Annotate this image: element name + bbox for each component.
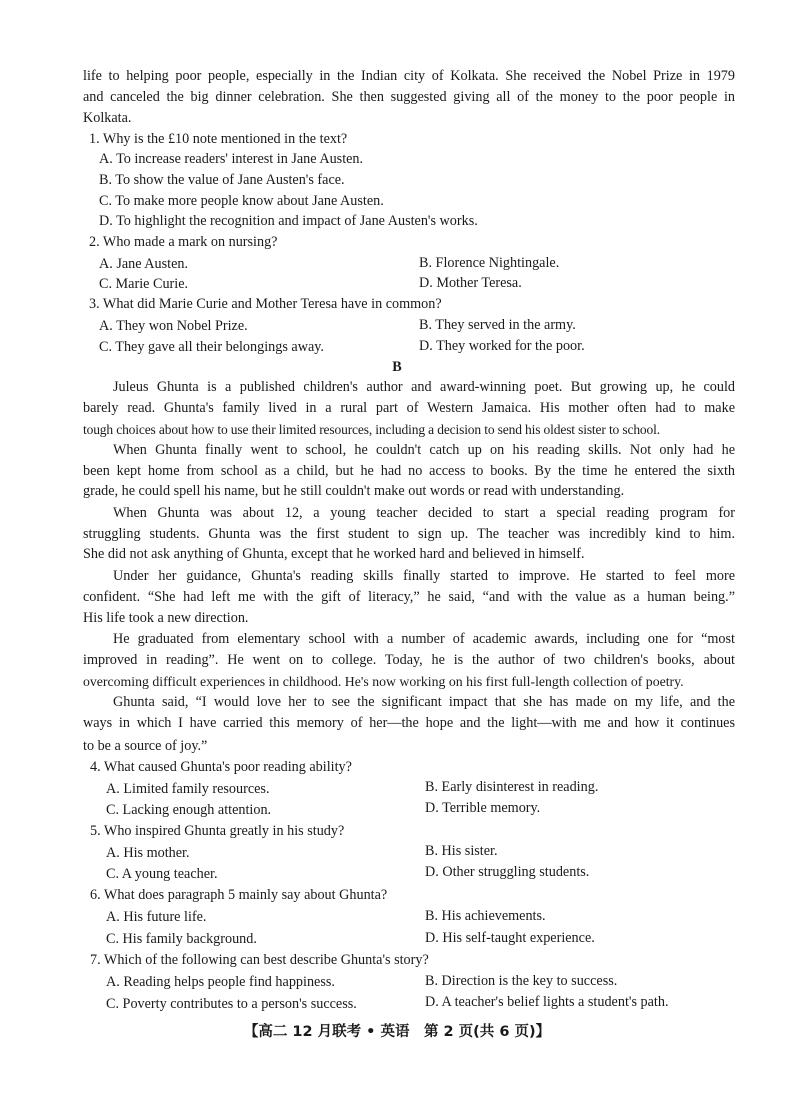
passage-b-line: When Ghunta was about 12, a young teacher decided to start a special reading program for <box>113 505 735 521</box>
question-3-stem: 3. What did Marie Curie and Mother Teresa have in common? <box>89 296 442 312</box>
question-1-stem: 1. Why is the £10 note mentioned in the text? <box>89 131 348 147</box>
question-1-option-c: C. To make more people know about Jane Austen. <box>99 193 384 209</box>
passage-b-line: Under her guidance, Ghunta's reading skills finally started to improve. He started to feel more <box>113 568 735 584</box>
passage-b-line: improved in reading”. He went on to college. Today, he is the author of two children's books, about <box>83 652 735 668</box>
section-b-heading: B <box>392 359 402 375</box>
question-7-option-a: A. Reading helps people find happiness. <box>106 974 335 990</box>
question-4-option-c: C. Lacking enough attention. <box>106 802 272 818</box>
passage-b-line: Ghunta said, “I would love her to see the significant impact that she has made on my life, and the <box>113 694 735 710</box>
passage-b-line: overcoming difficult experiences in childhood. He's now working on his first full-length collection of poetry. <box>83 674 684 689</box>
passage-b-line: ways in which I have carried this memory of her—the hope and the light—with me and how it continues <box>83 715 735 731</box>
question-5-option-a: A. His mother. <box>106 845 190 861</box>
question-6-option-d: D. His self-taught experience. <box>425 930 595 946</box>
question-6-option-c: C. His family background. <box>106 931 257 947</box>
question-5-option-b: B. His sister. <box>425 843 498 859</box>
question-2-option-a: A. Jane Austen. <box>99 256 189 272</box>
question-5-option-c: C. A young teacher. <box>106 866 218 882</box>
question-7-option-d: D. A teacher's belief lights a student's path. <box>425 994 669 1010</box>
passage-a-line: life to helping poor people, especially in the Indian city of Kolkata. She received the Nobel Prize in 1979 <box>83 68 735 84</box>
question-3-option-a: A. They won Nobel Prize. <box>99 318 248 334</box>
question-4-option-a: A. Limited family resources. <box>106 781 270 797</box>
page-footer: 【高二 12 月联考 • 英语 第 2 页(共 6 页)】 <box>243 1024 551 1040</box>
passage-a-line: Kolkata. <box>83 110 132 126</box>
question-3-option-c: C. They gave all their belongings away. <box>99 339 324 355</box>
passage-b-line: Juleus Ghunta is a published children's author and award-winning poet. But growing up, he could <box>113 379 735 395</box>
passage-b-line: been kept home from school as a child, but he had no access to books. By the time he entered the sixth <box>83 463 735 479</box>
question-3-option-b: B. They served in the army. <box>419 317 576 333</box>
question-6-option-a: A. His future life. <box>106 909 207 925</box>
question-1-option-b: B. To show the value of Jane Austen's face. <box>99 172 345 188</box>
question-2-stem: 2. Who made a mark on nursing? <box>89 234 278 250</box>
question-1-option-a: A. To increase readers' interest in Jane Austen. <box>99 151 364 167</box>
passage-b-line: struggling students. Ghunta was the first student to sign up. The teacher was incredibly kind to him. <box>83 526 735 542</box>
passage-b-line: When Ghunta finally went to school, he couldn't catch up on his reading skills. Not only had he <box>113 442 735 458</box>
passage-b-line: confident. “She had left me with the gift of literacy,” he said, “and with the value as a human being.” <box>83 589 735 605</box>
question-3-option-d: D. They worked for the poor. <box>419 338 585 354</box>
passage-b-line: barely read. Ghunta's family lived in a rural part of Western Jamaica. His mother often had to make <box>83 400 735 416</box>
question-7-option-c: C. Poverty contributes to a person's success. <box>106 996 357 1012</box>
question-6-option-b: B. His achievements. <box>425 908 546 924</box>
passage-b-line: His life took a new direction. <box>83 610 249 626</box>
question-2-option-c: C. Marie Curie. <box>99 276 189 292</box>
question-4-stem: 4. What caused Ghunta's poor reading ability? <box>90 759 352 775</box>
question-7-option-b: B. Direction is the key to success. <box>425 973 618 989</box>
question-2-option-b: B. Florence Nightingale. <box>419 255 560 271</box>
passage-b-line: grade, he could spell his name, but he still couldn't make out words or read with understanding. <box>83 483 625 499</box>
passage-b-line: tough choices about how to use their limited resources, including a decision to send his oldest sister to school. <box>83 422 660 437</box>
question-5-stem: 5. Who inspired Ghunta greatly in his study? <box>90 823 345 839</box>
question-6-stem: 6. What does paragraph 5 mainly say about Ghunta? <box>90 887 388 903</box>
passage-b-line: He graduated from elementary school with a number of academic awards, including one for “most <box>113 631 735 647</box>
question-4-option-d: D. Terrible memory. <box>425 800 541 816</box>
passage-a-line: and canceled the big dinner celebration. She then suggested giving all of the money to the poor people in <box>83 89 735 105</box>
question-5-option-d: D. Other struggling students. <box>425 864 590 880</box>
question-1-option-d: D. To highlight the recognition and impact of Jane Austen's works. <box>99 213 478 229</box>
passage-b-line: to be a source of joy.” <box>83 738 208 754</box>
passage-b-line: She did not ask anything of Ghunta, except that he worked hard and believed in himself. <box>83 546 585 562</box>
question-4-option-b: B. Early disinterest in reading. <box>425 779 599 795</box>
question-7-stem: 7. Which of the following can best describe Ghunta's story? <box>90 952 429 968</box>
question-2-option-d: D. Mother Teresa. <box>419 275 522 291</box>
